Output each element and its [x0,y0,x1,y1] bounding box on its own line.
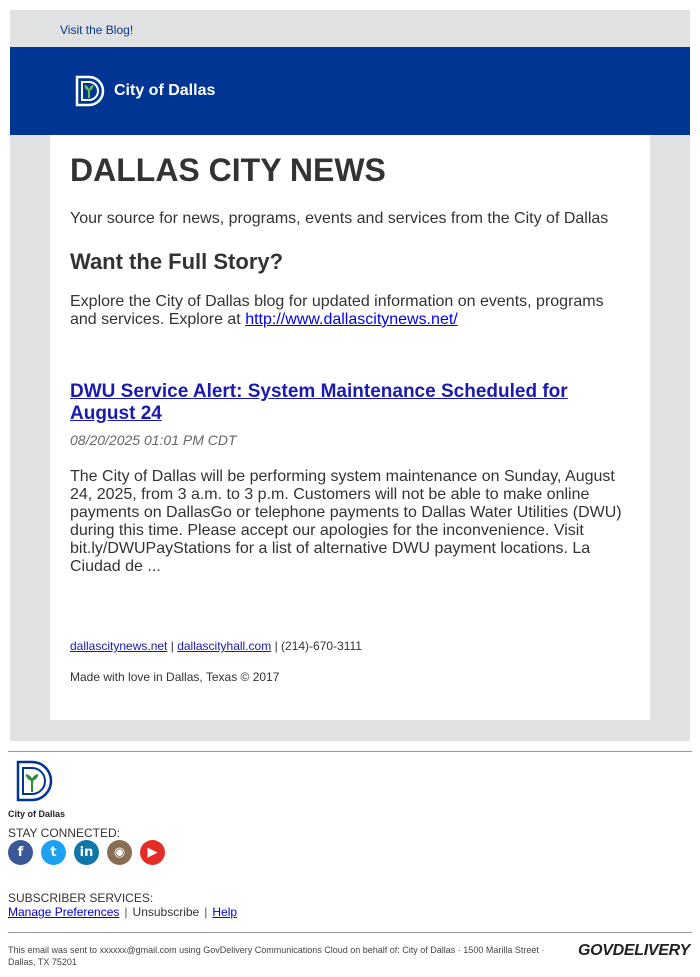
stay-connected-label: STAY CONNECTED: [8,826,121,840]
explore-text-body: Explore the City of Dallas blog for updated information on events, programs and services. Explore at [70,293,604,328]
news-card [50,135,650,720]
govdelivery-logo: GOVDELIVERY [578,942,690,959]
unsubscribe-link[interactable]: Unsubscribe [132,905,200,919]
blog-url-link[interactable]: http://www.dallascitynews.net/ [245,311,458,328]
divider [8,751,692,752]
separator: | [204,905,208,919]
divider [8,932,692,933]
footer-logo [8,760,65,819]
footer-links [70,638,630,654]
facebook-icon[interactable]: f [8,840,33,865]
fine-print: This email was sent to xxxxxx@gmail.com using GovDelivery Communications Cloud on behalf of: City of Dallas · 1500 Marilla Street · Dallas, TX 75201 [8,945,545,967]
top-bar [10,10,690,47]
subscriber-services-label: SUBSCRIBER SERVICES: [8,891,154,905]
logo-text: City of Dallas [114,82,216,99]
dallas-d-logo-icon [74,74,108,108]
manage-preferences-link[interactable]: Manage Preferences [8,905,120,919]
article-date: 08/20/2025 01:01 PM CDT [70,432,237,448]
twitter-icon[interactable]: t [41,840,66,865]
youtube-icon[interactable]: ▶ [140,840,165,865]
email-wrapper [10,10,690,741]
footer-logo-caption: City of Dallas [8,809,66,819]
page-title: DALLAS CITY NEWS [70,152,386,188]
separator: | [124,905,128,919]
header-banner [10,47,690,135]
article-title-link[interactable]: DWU Service Alert: System Maintenance Scheduled for August 24 [70,381,568,424]
help-link[interactable]: Help [212,905,238,919]
visit-blog-link[interactable]: Visit the Blog! [60,23,134,37]
made-with-love: Made with love in Dallas, Texas © 2017 [70,670,280,684]
section-subtitle: Want the Full Story? [70,249,284,274]
dallascityhall-link[interactable]: dallascityhall.com [177,639,272,653]
link-separator: | [167,639,178,653]
article-body: The City of Dallas will be performing system maintenance on Sunday, August 24, 2025, from 3 a.m. to 3 p.m. Customers will not be able to make online payments on DallasGo or telephone payments to Dallas Water Utilities (DWU) during this time. Please accept our apologies for the inconvenience. Visit bit.ly/DWUPayStations for a list of alternative DWU payment locations. La Ciudad de ... [70,468,622,575]
city-logo [74,74,215,108]
subscriber-links [8,905,237,919]
explore-text [70,293,630,329]
dallas-d-logo-icon [8,760,60,802]
linkedin-icon[interactable]: in [74,840,99,865]
instagram-icon[interactable]: ◉ [107,840,132,865]
subscriber-services [8,891,237,919]
phone-number: | (214)-670-3111 [271,639,362,653]
dallascitynews-link[interactable]: dallascitynews.net [70,639,168,653]
social-icons [8,840,165,865]
tagline: Your source for news, programs, events and services from the City of Dallas [70,210,609,227]
